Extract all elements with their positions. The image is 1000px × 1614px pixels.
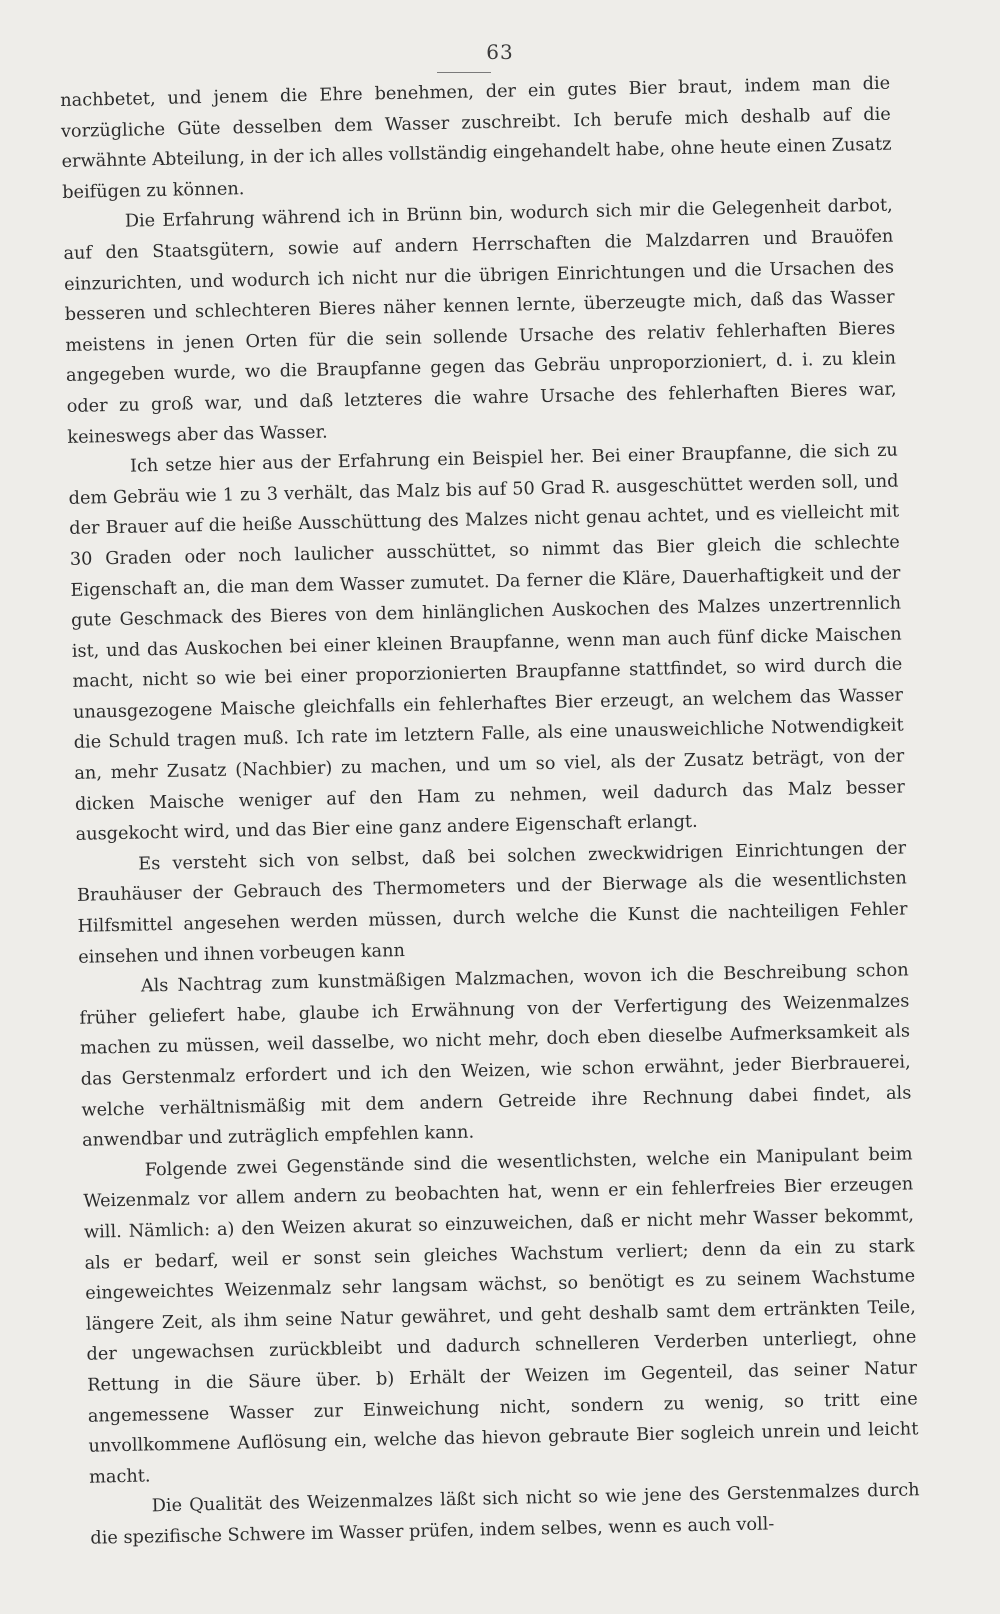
paragraph-2: Die Erfahrung während ich in Brünn bin, wodurch sich mir die Gelegenheit darbot, auf den Staatsgütern, sowie auf andern Herrschaften die Malzdarren und Brauöfen einzurichten, und wodurch ich nicht nur die übrigen Einrichtungen und die Ursachen des besseren und schlechteren Bieres näher kennen lernte, überzeugte mich, daß das Wasser meistens in jenen Orten für die sein sollende Ursache des relativ fehlerhaften Bieres angegeben wurde, wo die Braupfanne gegen das Gebräu unproporzioniert, d. i. zu klein oder zu groß war, und daß letzteres die wahre Ursache des fehlerhaften Bieres war, keineswegs aber das Wasser. — [63, 195, 897, 448]
paragraph-3: Ich setze hier aus der Erfahrung ein Beispiel her. Bei einer Braupfanne, die sich zu dem Gebräu wie 1 zu 3 verhält, das Malz bis auf 50 Grad R. ausgeschüttet werden soll, und der Brauer auf die heiße Ausschüttung des Malzes nicht genau achtet, und es vielleicht mit 30 Graden oder noch laulicher ausschüttet, so nimmt das Bier gleich die schlechte Eigenschaft an, die man dem Wasser zumutet. Da ferner die Kläre, Dauerhaftigkeit und der gute Geschmack des Bieres von dem hinlänglichen Auskochen des Malzes unzertrennlich ist, und das Auskochen bei einer kleinen Braupfanne, wenn man auch fünf dicke Maischen macht, nicht so wie bei einer proporzionierten Braupfanne stattfindet, so wird durch die unausgezogene Maische gleichfalls ein fehlerhaftes Bier erzeugt, an welchem das Wasser die Schuld tragen muß. Ich rate im letztern Falle, als eine unausweichliche Notwendigkeit an, mehr Zusatz (Nachbier) zu machen, und um so viel, als der Zusatz beträgt, von der dicken Maische weniger auf den Ham zu nehmen, weil dadurch das Malz besser ausgekocht wird, und das Bier eine ganz andere Eigenschaft erlangt. — [68, 440, 906, 846]
paragraph-6: Folgende zwei Gegenstände sind die wesentlichsten, welche ein Manipulant beim Weizenmalz vor allem andern zu beobachten hat, wenn er ein fehlerfreies Bier erzeugen will. Nämlich: a) den Weizen akurat so einzuweichen, daß er nicht mehr Wasser bekommt, als er bedarf, weil er sonst sein gleiches Wachstum verliert; denn da ein zu stark eingeweichtes Weizenmalz sehr langsam wächst, so benötigt es zu seinem Wachstume längere Zeit, als ihm seine Natur gewähret, und geht deshalb samt dem ertränkten Teile, der ungewachsen zurückbleibt und dadurch schnelleren Verderben unterliegt, ohne Rettung in die Säure über. b) Erhält der Weizen im Gegenteil, das seiner Natur angemessene Wasser zur Einweichung nicht, sondern zu wenig, so tritt eine unvollkommene Auflösung ein, welche das hievon gebraute Bier sogleich unrein und leicht macht. — [83, 1144, 919, 1488]
paragraph-4: Es versteht sich von selbst, daß bei solchen zweckwidrigen Einrichtungen der Brauhäuser der Gebrauch des Thermometers und der Bierwage als die wesentlichsten Hilfsmittel angesehen werden müssen, durch welche die Kunst die nachteiligen Fehler einsehen und ihnen vorbeugen kann — [76, 838, 908, 968]
paragraph-7: Die Qualität des Weizenmalzes läßt sich nicht so wie jene des Gerstenmalzes durch die spezifische Schwere im Wasser prüfen, indem selbes, wenn es auch voll- — [90, 1480, 920, 1549]
paragraph-1: nachbetet, und jenem die Ehre benehmen, der ein gutes Bier braut, indem man die vorzügliche Güte desselben dem Wasser zuschreibt. Ich berufe mich deshalb auf die erwähnte Abteilung, in der ich alles vollständig eingehandelt habe, ohne heute einen Zusatz beifügen zu können. — [60, 73, 892, 203]
page-number-rule — [437, 72, 491, 73]
body-text — [60, 69, 921, 1555]
paragraph-5: Als Nachtrag zum kunstmäßigen Malzmachen, wovon ich die Beschreibung schon früher geliefert habe, glaube ich Erwähnung von der Verfertigung des Weizenmalzes machen zu müssen, weil dasselbe, wo nicht mehr, doch eben dieselbe Aufmerksamkeit als das Gerstenmalz erfordert und ich den Weizen, wie schon erwähnt, jeder Bierbrauerei, welche verhältnismäßig mit dem andern Getreide ihre Rechnung dabei findet, als anwendbar und zuträglich empfehlen kann. — [79, 960, 912, 1151]
page-number: 63 — [486, 40, 514, 64]
